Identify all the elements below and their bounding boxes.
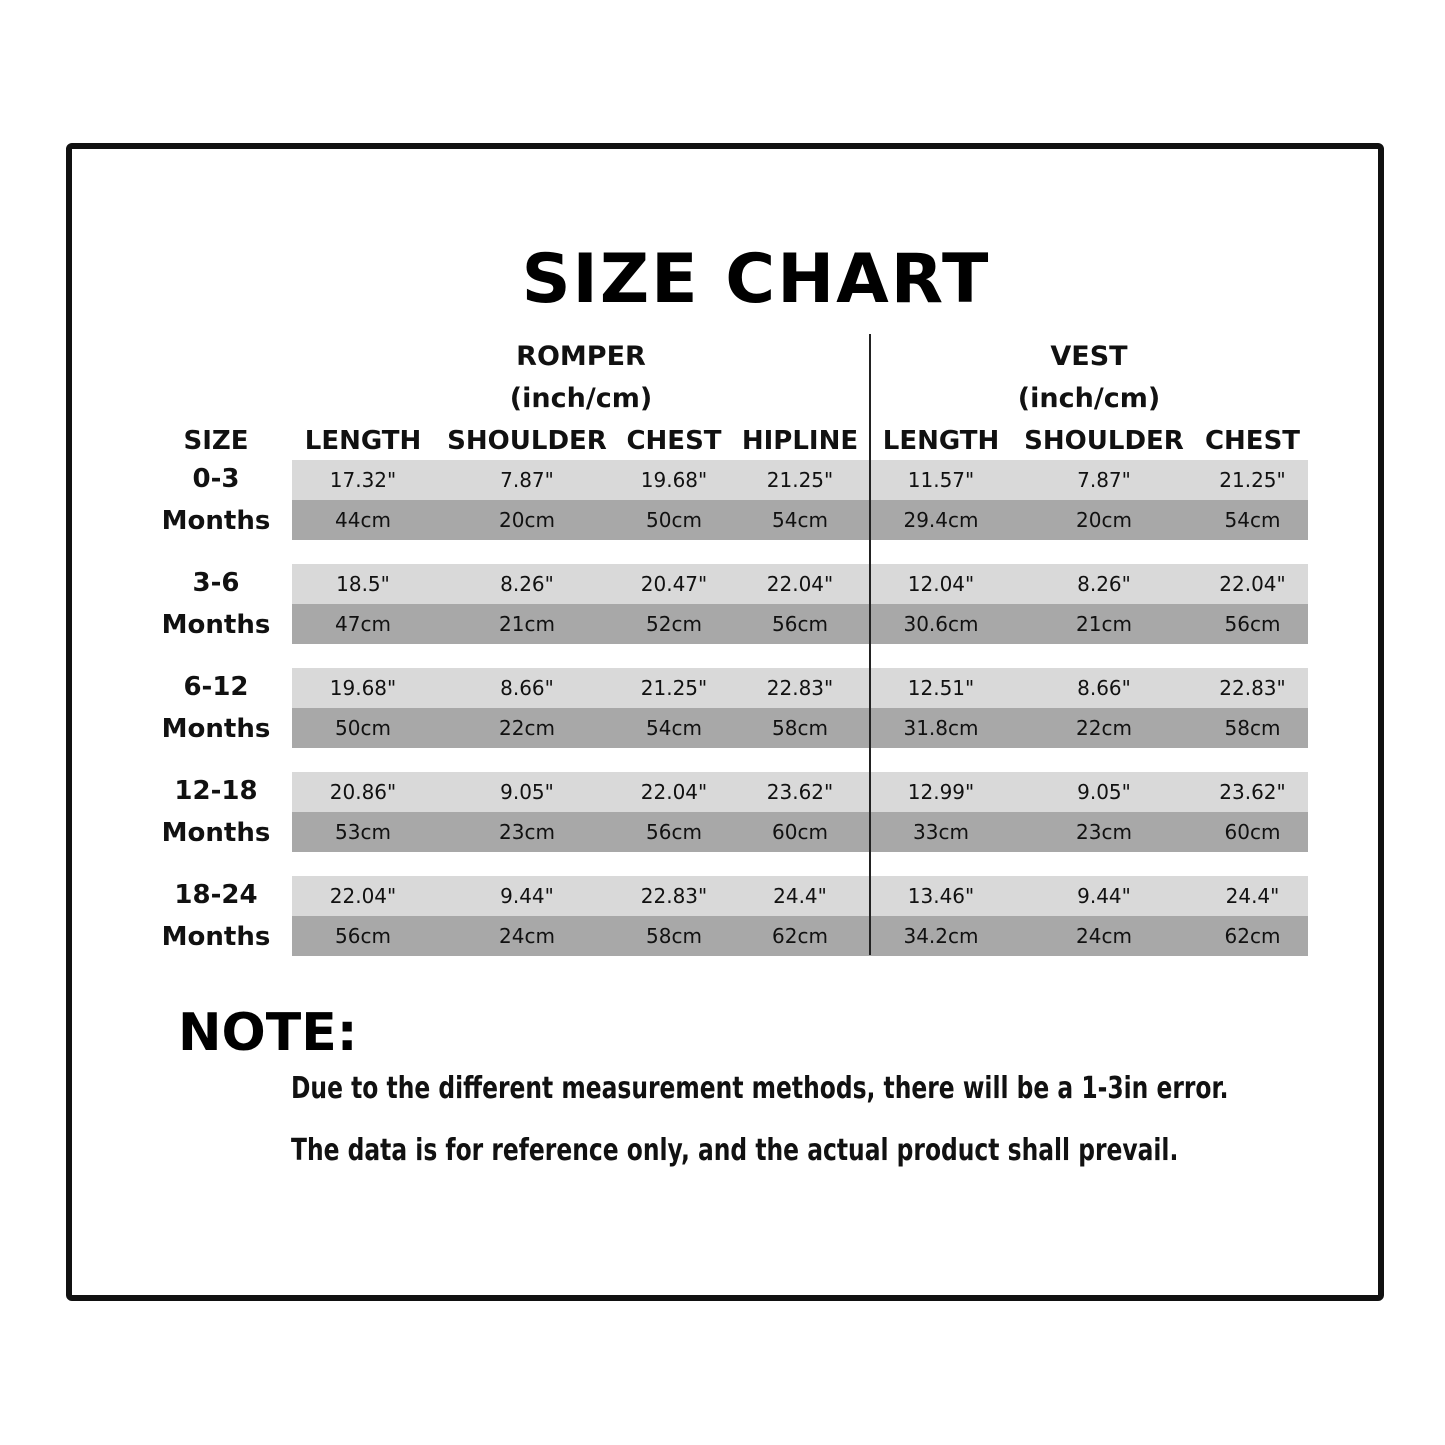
table-cell: 24.4" [1225, 884, 1280, 908]
table-cell: 34.2cm [903, 924, 979, 948]
romper-group-header [292, 336, 870, 420]
table-cell: 9.05" [500, 780, 554, 804]
table-cell: 31.8cm [903, 716, 979, 740]
table-cell: 33cm [913, 820, 969, 844]
table-cell: 8.26" [500, 572, 554, 596]
column-header-vest-length: LENGTH [882, 426, 1000, 456]
table-cell: 50cm [646, 508, 702, 532]
table-cell: 7.87" [500, 468, 554, 492]
column-divider [869, 334, 871, 955]
vest-group-name: VEST [1050, 341, 1128, 372]
table-cell: 60cm [1224, 820, 1281, 844]
table-cell: 60cm [772, 820, 828, 844]
note-line: The data is for reference only, and the actual product shall prevail. [291, 1133, 1179, 1168]
table-cell: 8.66" [500, 676, 554, 700]
vest-group-unit: (inch/cm) [1017, 383, 1161, 414]
size-label [146, 874, 286, 958]
size-label [146, 770, 286, 854]
table-cell: 12.51" [907, 676, 975, 700]
note-line: Due to the different measurement methods, there will be a 1-3in error. [291, 1071, 1229, 1106]
table-cell: 30.6cm [903, 612, 979, 636]
size-range: 12-18 [174, 776, 258, 806]
column-header-vest-chest: CHEST [1204, 426, 1301, 456]
size-unit: Months [161, 922, 271, 952]
table-cell: 9.44" [500, 884, 554, 908]
table-cell: 22.04" [329, 884, 397, 908]
size-unit: Months [161, 610, 271, 640]
table-cell: 58cm [772, 716, 828, 740]
table-cell: 9.05" [1077, 780, 1131, 804]
table-cell: 17.32" [329, 468, 397, 492]
table-cell: 23cm [499, 820, 555, 844]
table-cell: 20.86" [329, 780, 397, 804]
column-header-romper-chest: CHEST [626, 426, 722, 456]
table-cell: 22.83" [766, 676, 834, 700]
table-cell: 56cm [1224, 612, 1281, 636]
table-cell: 44cm [335, 508, 391, 532]
size-unit: Months [161, 818, 271, 848]
table-cell: 56cm [646, 820, 702, 844]
table-cell: 21.25" [766, 468, 834, 492]
table-cell: 8.66" [1077, 676, 1131, 700]
page-title: SIZE CHART [521, 240, 991, 319]
table-cell: 23.62" [766, 780, 834, 804]
table-cell: 20.47" [640, 572, 708, 596]
table-cell: 7.87" [1077, 468, 1131, 492]
table-cell: 50cm [335, 716, 391, 740]
size-label [146, 666, 286, 750]
table-cell: 53cm [335, 820, 391, 844]
table-cell: 21.25" [640, 676, 708, 700]
note-title: NOTE: [178, 1003, 358, 1063]
table-cell: 54cm [646, 716, 702, 740]
table-cell: 56cm [335, 924, 391, 948]
size-range: 0-3 [192, 464, 240, 494]
table-cell: 56cm [772, 612, 828, 636]
size-unit: Months [161, 506, 271, 536]
table-cell: 21cm [1076, 612, 1132, 636]
column-header-romper-shoulder: SHOULDER [447, 426, 607, 456]
table-cell: 24cm [499, 924, 555, 948]
table-cell: 23cm [1076, 820, 1132, 844]
table-cell: 13.46" [907, 884, 975, 908]
table-cell: 54cm [772, 508, 828, 532]
romper-group-unit: (inch/cm) [509, 383, 653, 414]
size-range: 18-24 [174, 880, 258, 910]
table-cell: 9.44" [1077, 884, 1131, 908]
table-cell: 18.5" [336, 572, 390, 596]
size-range: 6-12 [183, 672, 249, 702]
table-cell: 12.04" [907, 572, 975, 596]
table-cell: 52cm [646, 612, 702, 636]
table-cell: 22.04" [1219, 572, 1286, 596]
table-cell: 58cm [1224, 716, 1281, 740]
table-cell: 62cm [1224, 924, 1281, 948]
table-cell: 22.04" [640, 780, 708, 804]
table-cell: 19.68" [329, 676, 397, 700]
table-cell: 58cm [646, 924, 702, 948]
table-cell: 24.4" [773, 884, 827, 908]
column-header-size: SIZE [183, 426, 249, 456]
table-cell: 21.25" [1219, 468, 1286, 492]
table-cell: 12.99" [907, 780, 975, 804]
table-cell: 8.26" [1077, 572, 1131, 596]
column-header-romper-hipline: HIPLINE [741, 426, 859, 456]
size-unit: Months [161, 714, 271, 744]
table-cell: 11.57" [907, 468, 975, 492]
table-cell: 47cm [335, 612, 391, 636]
vest-group-header [871, 336, 1307, 420]
size-label [146, 562, 286, 646]
size-range: 3-6 [192, 568, 240, 598]
table-cell: 54cm [1224, 508, 1281, 532]
table-cell: 22.83" [1219, 676, 1286, 700]
table-cell: 29.4cm [903, 508, 979, 532]
table-cell: 20cm [1076, 508, 1132, 532]
column-header-romper-length: LENGTH [304, 426, 422, 456]
table-cell: 22cm [1076, 716, 1132, 740]
table-cell: 21cm [499, 612, 555, 636]
table-cell: 22.04" [766, 572, 834, 596]
table-cell: 23.62" [1219, 780, 1286, 804]
romper-group-name: ROMPER [516, 341, 646, 372]
table-cell: 22cm [499, 716, 555, 740]
table-cell: 62cm [772, 924, 828, 948]
column-header-vest-shoulder: SHOULDER [1024, 426, 1184, 456]
size-label [146, 458, 286, 542]
table-cell: 24cm [1076, 924, 1132, 948]
table-cell: 20cm [499, 508, 555, 532]
table-cell: 19.68" [640, 468, 708, 492]
table-cell: 22.83" [640, 884, 708, 908]
